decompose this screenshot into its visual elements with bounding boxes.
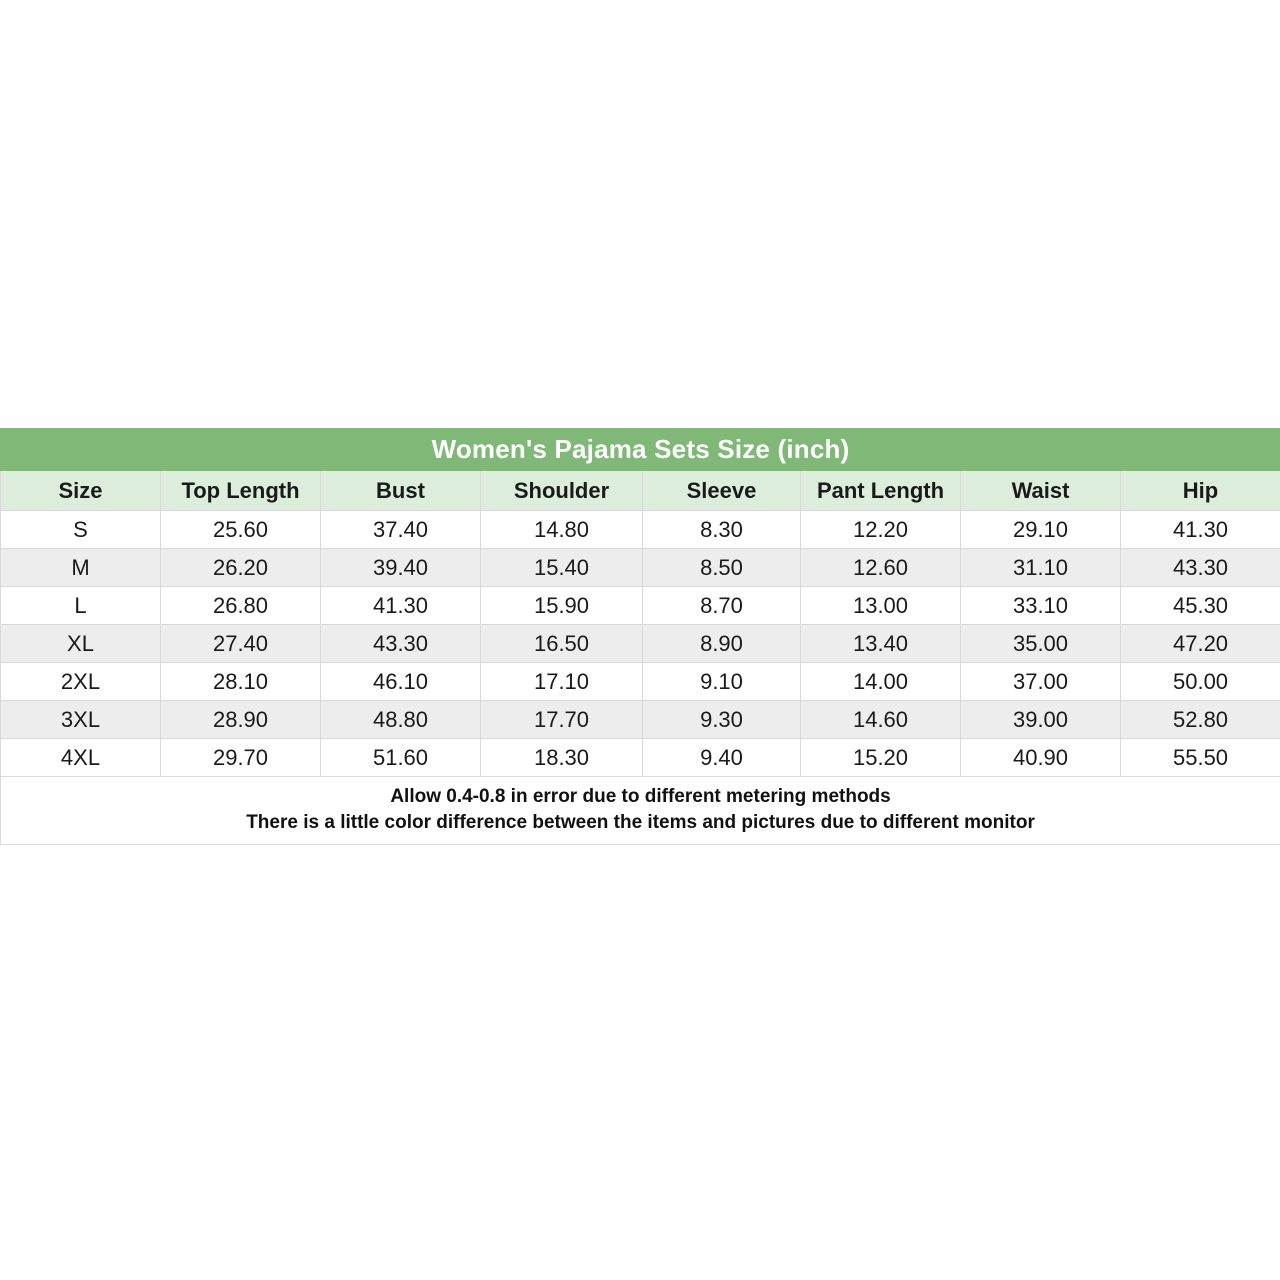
- cell-pant-length: 13.00: [801, 587, 961, 625]
- cell-bust: 43.30: [321, 625, 481, 663]
- cell-sleeve: 8.30: [643, 511, 801, 549]
- cell-sleeve: 9.40: [643, 739, 801, 777]
- column-header-waist: Waist: [961, 471, 1121, 511]
- cell-waist: 39.00: [961, 701, 1121, 739]
- size-chart-container: [0, 428, 1280, 845]
- cell-hip: 50.00: [1121, 663, 1280, 701]
- cell-size: XL: [1, 625, 161, 663]
- cell-hip: 41.30: [1121, 511, 1280, 549]
- cell-top-length: 26.80: [161, 587, 321, 625]
- cell-bust: 41.30: [321, 587, 481, 625]
- cell-bust: 46.10: [321, 663, 481, 701]
- cell-pant-length: 15.20: [801, 739, 961, 777]
- cell-size: 4XL: [1, 739, 161, 777]
- notes-cell: [1, 777, 1280, 845]
- column-header-shoulder: Shoulder: [481, 471, 643, 511]
- cell-top-length: 25.60: [161, 511, 321, 549]
- cell-sleeve: 9.10: [643, 663, 801, 701]
- table-header-row: [1, 471, 1280, 511]
- cell-shoulder: 15.90: [481, 587, 643, 625]
- column-header-size: Size: [1, 471, 161, 511]
- cell-pant-length: 12.20: [801, 511, 961, 549]
- cell-bust: 51.60: [321, 739, 481, 777]
- cell-pant-length: 14.60: [801, 701, 961, 739]
- cell-shoulder: 14.80: [481, 511, 643, 549]
- cell-waist: 35.00: [961, 625, 1121, 663]
- cell-hip: 45.30: [1121, 587, 1280, 625]
- note-measurement-error: Allow 0.4-0.8 in error due to different metering methods: [390, 786, 891, 807]
- column-header-sleeve: Sleeve: [643, 471, 801, 511]
- cell-hip: 47.20: [1121, 625, 1280, 663]
- cell-pant-length: 13.40: [801, 625, 961, 663]
- table-row: [1, 511, 1280, 549]
- cell-waist: 33.10: [961, 587, 1121, 625]
- table-row: [1, 625, 1280, 663]
- table-notes-row: [1, 777, 1280, 845]
- cell-sleeve: 8.90: [643, 625, 801, 663]
- cell-pant-length: 14.00: [801, 663, 961, 701]
- cell-waist: 31.10: [961, 549, 1121, 587]
- cell-size: 3XL: [1, 701, 161, 739]
- cell-sleeve: 8.50: [643, 549, 801, 587]
- page-title: Women's Pajama Sets Size (inch): [1, 429, 1280, 471]
- table-row: [1, 549, 1280, 587]
- cell-size: S: [1, 511, 161, 549]
- cell-hip: 55.50: [1121, 739, 1280, 777]
- cell-shoulder: 17.10: [481, 663, 643, 701]
- cell-hip: 52.80: [1121, 701, 1280, 739]
- column-header-top-length: Top Length: [161, 471, 321, 511]
- cell-shoulder: 16.50: [481, 625, 643, 663]
- cell-top-length: 28.10: [161, 663, 321, 701]
- column-header-pant-length: Pant Length: [801, 471, 961, 511]
- cell-bust: 48.80: [321, 701, 481, 739]
- cell-hip: 43.30: [1121, 549, 1280, 587]
- table-row: [1, 739, 1280, 777]
- table-row: [1, 701, 1280, 739]
- note-color-difference: There is a little color difference between the items and pictures due to different monitor: [246, 811, 1035, 833]
- cell-shoulder: 17.70: [481, 701, 643, 739]
- cell-waist: 37.00: [961, 663, 1121, 701]
- cell-waist: 29.10: [961, 511, 1121, 549]
- column-header-hip: Hip: [1121, 471, 1280, 511]
- size-chart-table: [0, 428, 1280, 845]
- cell-top-length: 27.40: [161, 625, 321, 663]
- cell-top-length: 26.20: [161, 549, 321, 587]
- cell-shoulder: 18.30: [481, 739, 643, 777]
- cell-waist: 40.90: [961, 739, 1121, 777]
- cell-shoulder: 15.40: [481, 549, 643, 587]
- cell-top-length: 28.90: [161, 701, 321, 739]
- cell-pant-length: 12.60: [801, 549, 961, 587]
- cell-sleeve: 8.70: [643, 587, 801, 625]
- table-row: [1, 663, 1280, 701]
- cell-size: 2XL: [1, 663, 161, 701]
- cell-bust: 37.40: [321, 511, 481, 549]
- cell-top-length: 29.70: [161, 739, 321, 777]
- column-header-bust: Bust: [321, 471, 481, 511]
- cell-bust: 39.40: [321, 549, 481, 587]
- table-title-row: [1, 429, 1280, 471]
- cell-size: L: [1, 587, 161, 625]
- table-row: [1, 587, 1280, 625]
- cell-sleeve: 9.30: [643, 701, 801, 739]
- cell-size: M: [1, 549, 161, 587]
